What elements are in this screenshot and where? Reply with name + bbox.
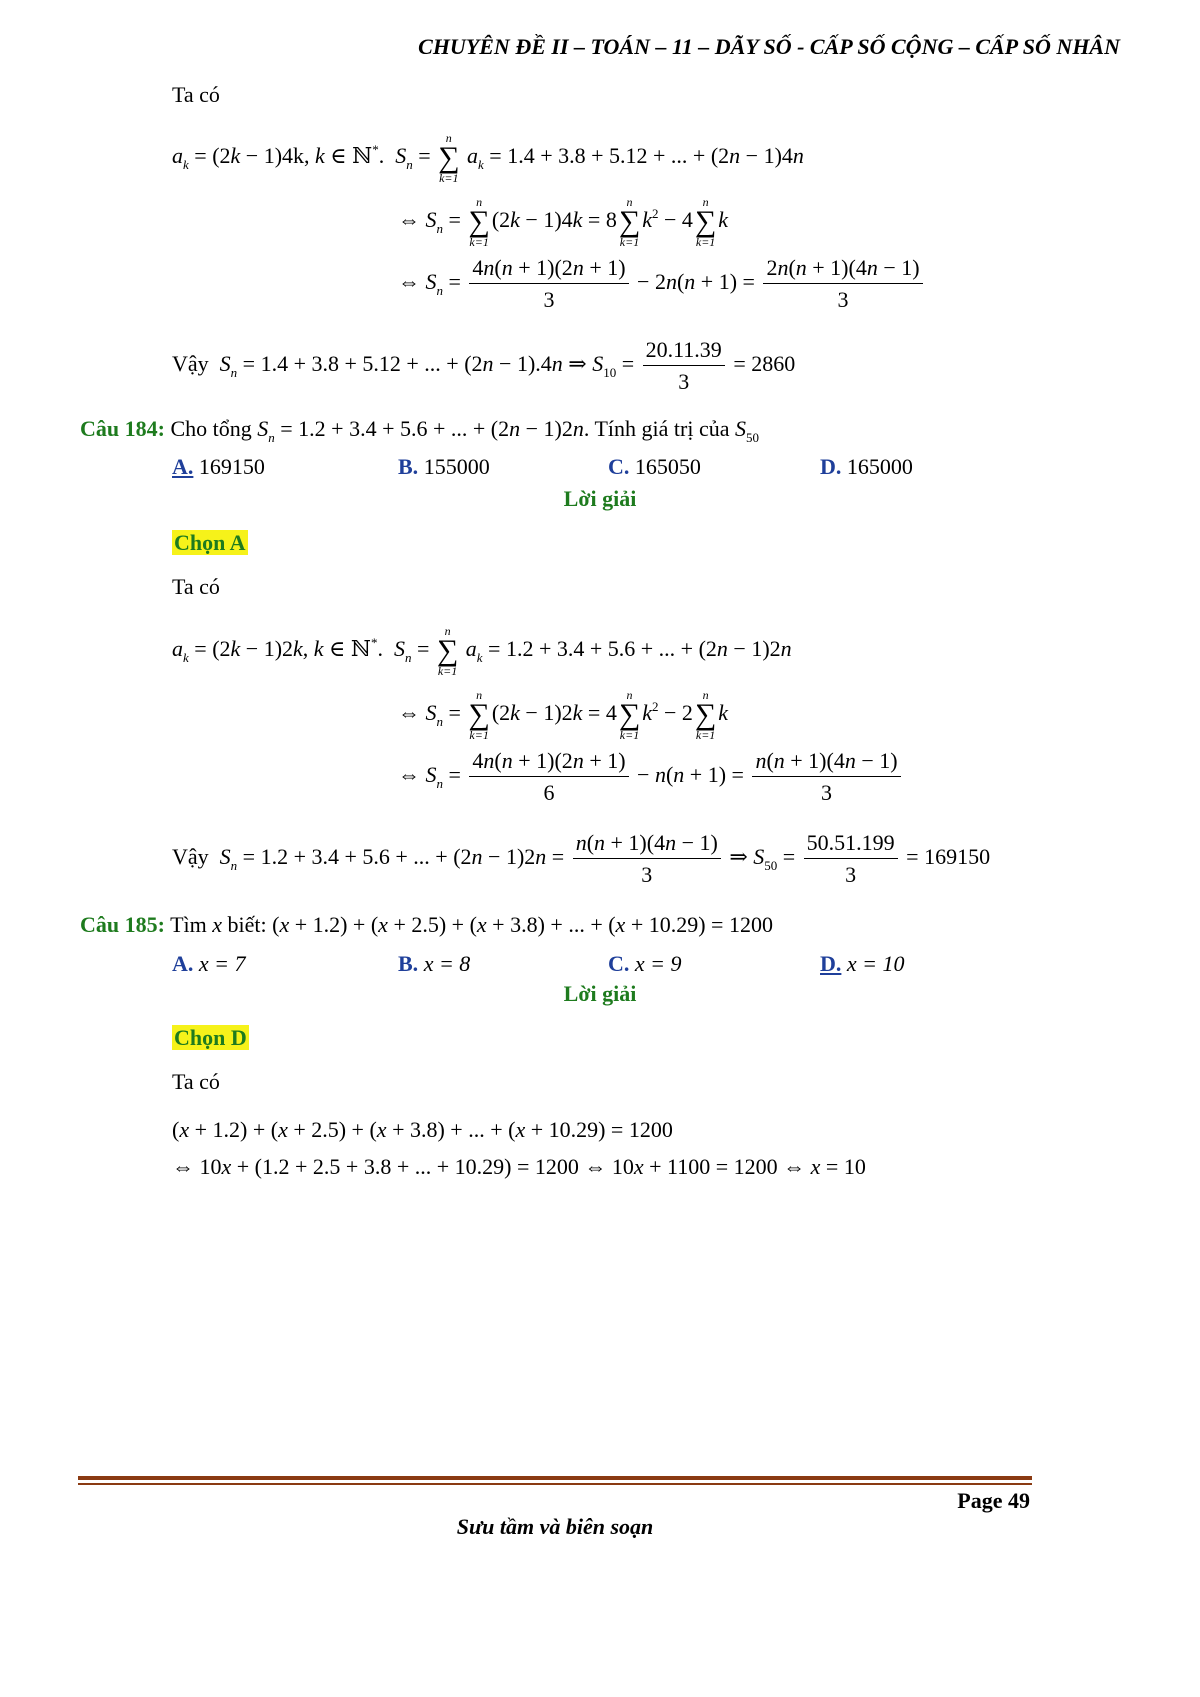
option-a[interactable]: A. x = 7 [172,951,246,976]
footer-credit: Sưu tầm và biên soạn [456,1514,654,1539]
question-formula: (x + 1.2) + (x + 2.5) + (x + 3.8) + ... + (x + 10.29) = 1200 [272,912,773,937]
formula-sn-closed-4k: ⇔ $S_n$ = $\frac{4n(n + 1)(2n + 1)}{3}$ − 2n(n + 1) = $\frac{2n(n + 1)(4n - 1)}{3}$ [398,255,926,313]
question-text-mid: biết: [227,912,267,937]
formula-equation: (x + 1.2) + (x + 2.5) + (x + 3.8) + ... + (x + 10.29) = 1200 [172,1117,673,1142]
question-formula: $S_n = 1.2 + 3.4 + 5.6$ + ... + (2n − 1)2n [257,416,584,445]
ta-co-text: Ta có [172,82,220,107]
chosen-answer: Chọn A [174,530,246,555]
footer-rule-thick [78,1476,1032,1480]
solution-title: Lời giải [563,486,637,511]
formula-solve-x: ⇔ 10x + (1.2 + 2.5 + 3.8 + ... + 10.29) = 1200 ⇔ 10x + 1100 = 1200 ⇔ x = 10 [172,1154,866,1179]
question-text: Tìm [170,912,207,937]
formula-s50-result: Vậy $S_n = 1.2 + 3.4 + 5.6$ + ... + (2n − 1)2n = $\frac{n(n + 1)(4n - 1)}{3}$ ⇒ $S_{50}$ = $\frac{50.51.199}{3}$ = 169150 [172,830,991,887]
ta-co-text: Ta có [172,574,220,599]
option-d[interactable]: D. 165000 [820,454,913,479]
formula-ak-4k: $a_k = (2k - 1)4k$, k ∈ ℕ*. $S_n$ = n ∑ k=1 $a_k = 1.4 + 3.8 + 5.12$ + ... + (2n − 1)4n [172,131,804,185]
question-label: Câu 184: [80,416,165,441]
footer-rule-thin [78,1483,1032,1485]
page-header: CHUYÊN ĐỀ II – TOÁN – 11 – DÃY SỐ - CẤP SỐ CỘNG – CẤP SỐ NHÂN [418,34,1120,59]
page-number: Page 49 [957,1488,1030,1513]
formula-s10-result: Vậy $S_n = 1.4 + 3.8 + 5.12$ + ... + (2n − 1).4n ⇒ $S_{10}$ = $\frac{20.11.39}{3}$ = 2860 [172,337,796,394]
option-b[interactable]: B. 155000 [398,454,490,479]
formula-sn-closed-2k: ⇔ $S_n$ = $\frac{4n(n + 1)(2n + 1)}{6}$ − n(n + 1) = $\frac{n(n + 1)(4n - 1)}{3}$ [398,748,904,806]
question-185: Câu 185: Tìm x biết: (x + 1.2) + (x + 2.5) + (x + 3.8) + ... + (x + 10.29) = 1200 [80,912,773,937]
option-a[interactable]: A. 169150 [172,454,265,479]
solution-title: Lời giải [563,981,637,1006]
vay-text: Vậy [172,351,209,377]
question-184: Câu 184: Cho tổng $S_n = 1.2 + 3.4 + 5.6$ + ... + (2n − 1)2n. Tính giá trị của $S_{50}$ [80,416,759,445]
ta-co-text: Ta có [172,1069,220,1094]
option-b[interactable]: B. x = 8 [398,951,471,976]
question-text: Cho tổng [170,416,252,441]
option-c[interactable]: C. x = 9 [608,951,682,976]
question-label: Câu 185: [80,912,165,937]
question-text-end: . Tính giá trị của [583,416,730,441]
vay-text: Vậy [172,844,209,870]
option-d[interactable]: D. x = 10 [820,951,905,976]
formula-sum-expand-4k: ⇔ $S_n$ = n ∑ k=1 (2k − 1)4k = 8 n ∑ k=1 $k^2 - 4$ n ∑ k=1 k [398,195,729,249]
formula-sum-expand-2k: ⇔ $S_n$ = n ∑ k=1 (2k − 1)2k = 4 n ∑ k=1 $k^2 - 2$ n ∑ k=1 k [398,688,729,742]
chosen-answer: Chọn D [174,1025,247,1050]
option-c[interactable]: C. 165050 [608,454,701,479]
formula-ak-2k: $a_k = (2k - 1)2k$, k ∈ ℕ*. $S_n$ = n ∑ k=1 $a_k = 1.2 + 3.4 + 5.6$ + ... + (2n − 1)2n [172,624,792,678]
